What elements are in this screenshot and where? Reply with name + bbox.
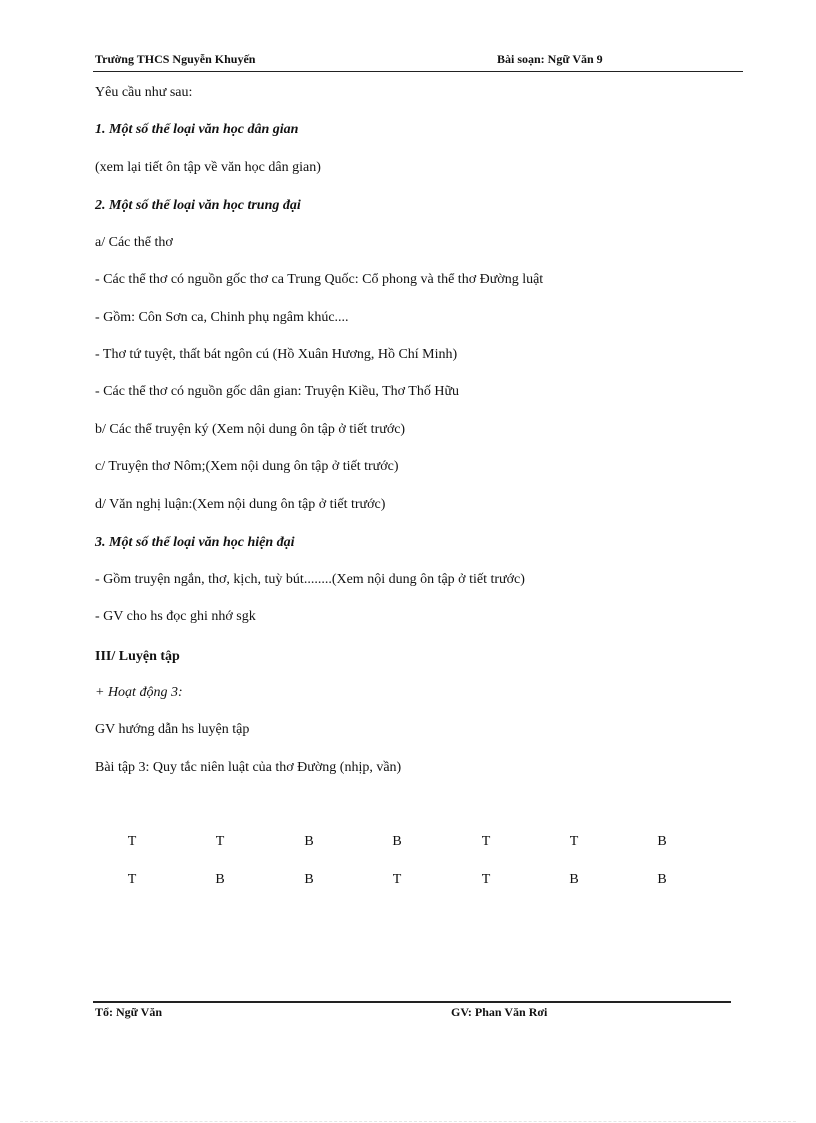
footer-teacher: GV: Phan Văn Rơi [451, 1005, 548, 1019]
exercise-text: Bài tập 3: Quy tắc niên luật của thơ Đường (nhịp, vần) [95, 760, 402, 775]
line-3a: - Gồm truyện ngắn, thơ, kịch, tuỳ bút........(Xem nội dung ôn tập ở tiết trước) [95, 572, 525, 587]
intro-text: Yêu cầu như sau: [95, 85, 193, 100]
section-3-title: 3. Một số thể loại văn học hiện đại [95, 535, 295, 550]
tone-cell: T [569, 834, 579, 849]
line-a4: - Các thể thơ có nguồn gốc dân gian: Truyện Kiều, Thơ Thố Hữu [95, 384, 460, 399]
tone-cell: B [304, 834, 314, 849]
tone-cell: B [392, 834, 402, 849]
sub-a: a/ Các thể thơ [95, 235, 173, 250]
section-2-title: 2. Một số thể loại văn học trung đại [95, 198, 301, 213]
tone-cell: T [481, 872, 491, 887]
line-a3: - Thơ tứ tuyệt, thất bát ngôn cú (Hồ Xuân Hương, Hồ Chí Minh) [95, 347, 458, 362]
sub-c: c/ Truyện thơ Nôm;(Xem nội dung ôn tập ở tiết trước) [95, 459, 399, 474]
section-1-title: 1. Một số thể loại văn học dân gian [95, 122, 299, 137]
tone-cell: T [481, 834, 491, 849]
tone-cell: T [215, 834, 225, 849]
tone-cell: B [215, 872, 225, 887]
guide-text: GV hướng dẫn hs luyện tập [95, 722, 250, 737]
header-rule [93, 71, 743, 72]
header-subject: Bài soạn: Ngữ Văn 9 [497, 52, 603, 66]
tone-cell: B [304, 872, 314, 887]
tone-cell: T [127, 872, 137, 887]
footer-group: Tổ: Ngữ Văn [95, 1005, 162, 1019]
sub-b: b/ Các thể truyện ký (Xem nội dung ôn tập ở tiết trước) [95, 422, 406, 437]
section-iii-title: III/ Luyện tập [95, 649, 180, 664]
header-school: Trường THCS Nguyễn Khuyến [95, 52, 256, 66]
line-a2: - Gồm: Côn Sơn ca, Chinh phụ ngâm khúc.... [95, 310, 349, 325]
activity-label: + Hoạt động 3: [95, 685, 183, 700]
footer-rule [93, 1001, 731, 1003]
tone-cell: T [392, 872, 402, 887]
line-a1: - Các thể thơ có nguồn gốc thơ ca Trung Quốc: Cổ phong và thể thơ Đường luật [95, 272, 544, 287]
page-bottom-border [20, 1121, 796, 1122]
tone-cell: B [569, 872, 579, 887]
tone-cell: B [657, 834, 667, 849]
line-3b: - GV cho hs đọc ghi nhớ sgk [95, 609, 256, 624]
tone-cell: B [657, 872, 667, 887]
sub-d: d/ Văn nghị luận:(Xem nội dung ôn tập ở tiết trước) [95, 497, 386, 512]
tone-cell: T [127, 834, 137, 849]
section-1-note: (xem lại tiết ôn tập về văn học dân gian) [95, 160, 321, 175]
